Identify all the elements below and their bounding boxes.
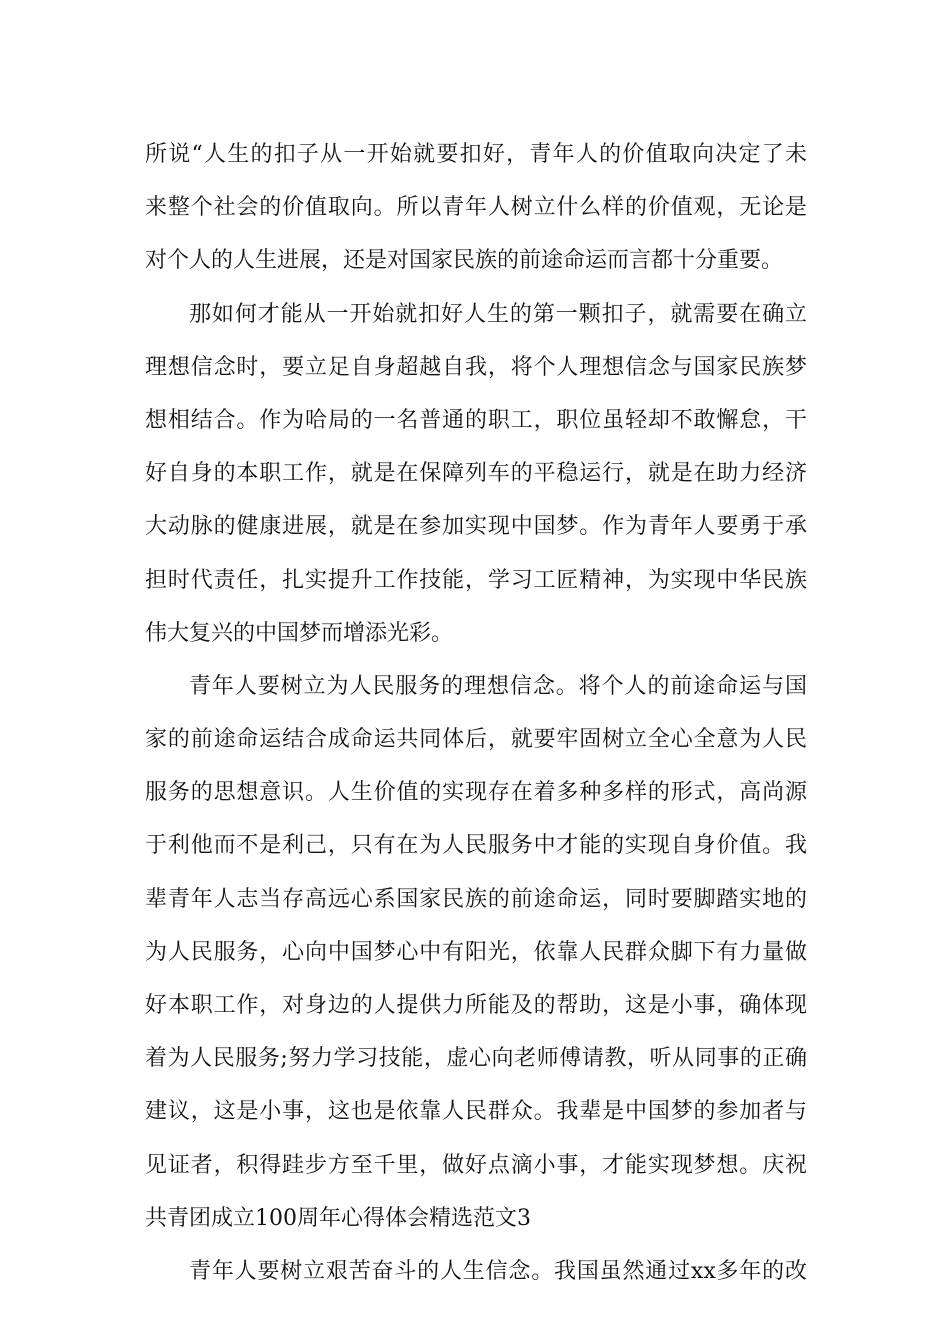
text-line: 担时代责任，扎实提升工作技能，学习工匠精神，为实现中华民族 xyxy=(145,567,807,593)
text-line: 那如何才能从一开始就扣好人生的第一颗扣子，就需要在确立 xyxy=(189,301,807,327)
text-line: 见证者，积得跬步方至千里，做好点滴小事，才能实现梦想。庆祝 xyxy=(145,1152,807,1178)
text-line: 辈青年人志当存高远心系国家民族的前途命运，同时要脚踏实地的 xyxy=(145,886,807,912)
text-line: 对个人的人生进展，还是对国家民族的前途命运而言都十分重要。 xyxy=(145,248,784,274)
text-line: 所说“人生的扣子从一开始就要扣好，青年人的价值取向决定了未 xyxy=(145,142,807,167)
text-line: 青年人要树立为人民服务的理想信念。将个人的前途命运与国 xyxy=(189,673,807,699)
text-line: 着为人民服务;努力学习技能，虚心向老师傅请教，听从同事的正确 xyxy=(145,1046,807,1072)
text-line: 共青团成立100周年心得体会精选范文3 xyxy=(145,1205,531,1231)
text-line: 青年人要树立艰苦奋斗的人生信念。我国虽然通过xx多年的改 xyxy=(189,1258,807,1284)
text-line: 服务的思想意识。人生价值的实现存在着多种多样的形式，高尚源 xyxy=(145,780,807,806)
text-line: 理想信念时，要立足自身超越自我，将个人理想信念与国家民族梦 xyxy=(145,354,807,380)
text-line: 好自身的本职工作，就是在保障列车的平稳运行，就是在助力经济 xyxy=(145,461,807,487)
document-body xyxy=(145,128,807,1298)
text-line: 来整个社会的价值取向。所以青年人树立什么样的价值观，无论是 xyxy=(145,195,807,221)
text-line: 建议，这是小事，这也是依靠人民群众。我辈是中国梦的参加者与 xyxy=(145,1099,807,1125)
text-line: 为人民服务，心向中国梦心中有阳光，依靠人民群众脚下有力量做 xyxy=(145,939,807,965)
text-line: 伟大复兴的中国梦而增添光彩。 xyxy=(145,620,454,646)
text-line: 家的前途命运结合成命运共同体后，就要牢固树立全心全意为人民 xyxy=(145,727,807,753)
text-line: 好本职工作，对身边的人提供力所能及的帮助，这是小事，确体现 xyxy=(145,993,807,1018)
text-line: 于利他而不是利己，只有在为人民服务中才能的实现自身价值。我 xyxy=(145,833,807,859)
text-line: 大动脉的健康进展，就是在参加实现中国梦。作为青年人要勇于承 xyxy=(145,514,807,540)
text-line: 想相结合。作为哈局的一名普通的职工，职位虽轻却不敢懈怠，干 xyxy=(145,407,807,433)
